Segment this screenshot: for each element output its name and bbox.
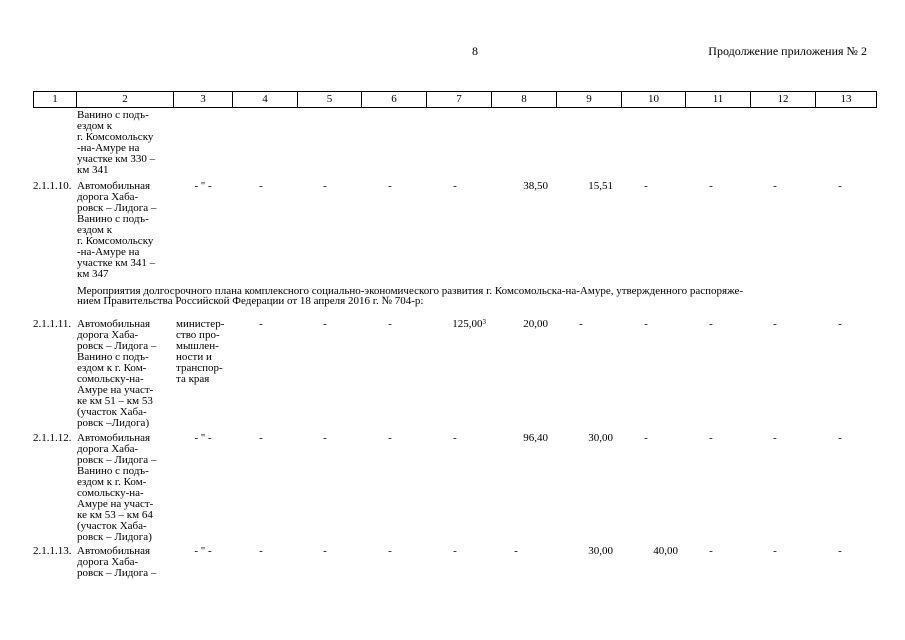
cell-col9: 30,00 xyxy=(588,545,613,557)
cell-col12: - xyxy=(773,180,777,192)
row-org: министер- ство про- мышлен- ности и транспор- та края xyxy=(176,318,225,385)
page-number: 8 xyxy=(472,44,478,58)
cell-col11: - xyxy=(709,180,713,192)
column-header-12: 12 xyxy=(751,92,816,108)
table-header xyxy=(33,91,877,108)
cell-col4: - xyxy=(259,432,263,444)
row-number: 2.1.1.11. xyxy=(33,318,72,330)
cell-col6: - xyxy=(388,545,392,557)
column-header-10: 10 xyxy=(622,92,686,108)
cell-col8: - xyxy=(514,545,518,557)
row-org: - " - xyxy=(194,432,212,444)
row-org: - " - xyxy=(194,545,212,557)
cell-col4: - xyxy=(259,318,263,330)
column-header-6: 6 xyxy=(362,92,427,108)
row-number: 2.1.1.13. xyxy=(33,545,72,557)
cell-col10: 40,00 xyxy=(653,545,678,557)
row-name: Автомобильная дорога Хаба- ровск – Лидога – Ванино с подъ- ездом к г. Комсомольску -на-Амуре на участке км 341 – км 347 xyxy=(77,180,157,280)
cell-col12: - xyxy=(773,318,777,330)
cell-col8: 38,50 xyxy=(523,180,548,192)
column-header-1: 1 xyxy=(34,92,77,108)
row-number: 2.1.1.12. xyxy=(33,432,72,444)
column-header-4: 4 xyxy=(233,92,298,108)
cell-col10: - xyxy=(644,432,648,444)
row-number: 2.1.1.10. xyxy=(33,180,72,192)
row-name: Автомобильная дорога Хаба- ровск – Лидога – Ванино с подъ- ездом к г. Ком- сомольску-на- Амуре на участ- ке км 53 – км 64 (участок Хаба- ровск – Лидога) xyxy=(77,432,157,543)
cell-col7: - xyxy=(453,180,457,192)
cell-col6: - xyxy=(388,318,392,330)
cell-col6: - xyxy=(388,432,392,444)
cell-col7: - xyxy=(453,432,457,444)
row-name: Автомобильная дорога Хаба- ровск – Лидога – Ванино с подъ- ездом к г. Ком- сомольску-на- Амуре на участ- ке км 51 – км 53 (участок Хаба- ровск –Лидога) xyxy=(77,318,157,429)
column-header-11: 11 xyxy=(686,92,751,108)
column-header-5: 5 xyxy=(298,92,362,108)
footnote-mark: 3 xyxy=(482,318,486,326)
cell-col5: - xyxy=(323,432,327,444)
column-header-7: 7 xyxy=(427,92,492,108)
cell-col9: 30,00 xyxy=(588,432,613,444)
cell-col11: - xyxy=(709,545,713,557)
cell-col8: 96,40 xyxy=(523,432,548,444)
cell-col13: - xyxy=(838,318,842,330)
cell-col10: - xyxy=(644,180,648,192)
cell-col4: - xyxy=(259,180,263,192)
cell-col10: - xyxy=(644,318,648,330)
column-header-13: 13 xyxy=(816,92,877,108)
cell-col6: - xyxy=(388,180,392,192)
cell-col7: 125,00$^3$ xyxy=(452,318,486,330)
cell-col4: - xyxy=(259,545,263,557)
cell-col7: - xyxy=(453,545,457,557)
column-header-2: 2 xyxy=(77,92,174,108)
cell-col11: - xyxy=(709,432,713,444)
row-name: Автомобильная дорога Хаба- ровск – Лидога – xyxy=(77,545,157,579)
column-header-8: 8 xyxy=(492,92,557,108)
cell-col9: - xyxy=(579,318,583,330)
cell-col12: - xyxy=(773,545,777,557)
cell-col5: - xyxy=(323,318,327,330)
cell-col5: - xyxy=(323,545,327,557)
continued-row-name: Ванино с подъ- ездом к г. Комсомольску -на-Амуре на участке км 330 – км 341 xyxy=(77,109,156,176)
cell-col11: - xyxy=(709,318,713,330)
cell-col8: 20,00 xyxy=(523,318,548,330)
cell-col13: - xyxy=(838,432,842,444)
row-org: - " - xyxy=(194,180,212,192)
cell-col13: - xyxy=(838,180,842,192)
appendix-continuation-label: Продолжение приложения № 2 xyxy=(708,44,867,58)
cell-col13: - xyxy=(838,545,842,557)
cell-col12: - xyxy=(773,432,777,444)
cell-col9: 15,51 xyxy=(588,180,613,192)
section-heading: Мероприятия долгосрочного плана комплексного социально-экономического развития г. Комсомольска-на-Амуре, утвержденного распоряже- нием Правительства Российской Федерации от 18 апреля 2016 г. № 704-р: xyxy=(77,285,744,307)
cell-col5: - xyxy=(323,180,327,192)
column-header-9: 9 xyxy=(557,92,622,108)
column-header-3: 3 xyxy=(174,92,233,108)
